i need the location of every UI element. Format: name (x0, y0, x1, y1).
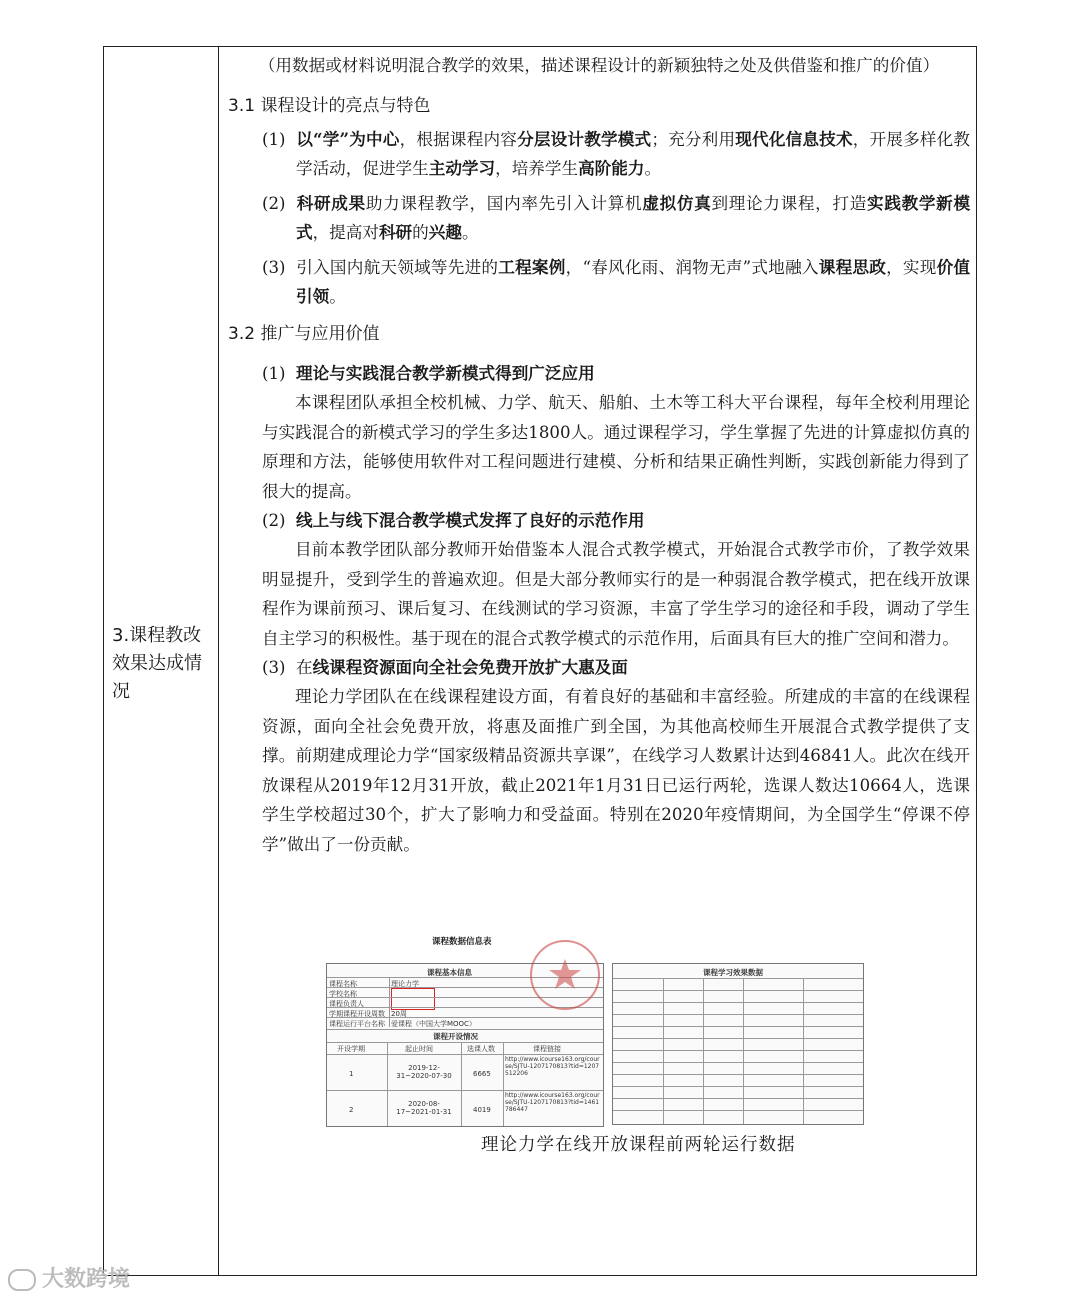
feature-item: (2) 科研成果助力课程教学，国内率先引入计算机虚拟仿真到理论力课程，打造实践教学新模式，提高对科研的兴趣。 (262, 193, 971, 242)
basic-value: 20周 (391, 1010, 407, 1018)
run-header: 课程开设情况 (433, 1032, 478, 1041)
run-col: 课程链接 (533, 1045, 561, 1053)
content-cell (228, 47, 970, 859)
value-item-title: (3) 在线课程资源面向全社会免费开放扩大惠及面 (262, 657, 628, 677)
basic-key: 课程名称 (329, 980, 357, 988)
column-divider (218, 47, 219, 1275)
learning-data-table (612, 963, 864, 1125)
basic-key: 学期课程开设周数 (329, 1010, 385, 1018)
basic-key: 学校名称 (329, 990, 357, 998)
value-item-title: (1) 理论与实践混合教学新模式得到广泛应用 (262, 363, 595, 383)
value-item-paragraph: 理论力学团队在在线课程建设方面，有着良好的基础和丰富经验。所建成的丰富的在线课程资源，面向全社会免费开放，将惠及面推广到全国，为其他高校师生开展混合式教学提供了支撑。前期建成理论力学“国家级精品资源共享课”，在线学习人数累计达到46841人。此次在线开放课程从2019年12月31开放，截止2021年1月31日已运行两轮，选课人数达10664人，选课学生学校超过30个，扩大了影响力和受益面。特别在2020年疫情期间，为全国学生“停课不停学”做出了一份贡献。 (262, 687, 970, 854)
run-time: 2019-12-31~2020-07-30 (396, 1064, 452, 1080)
intro-note: （用数据或材料说明混合教学的效果，描述课程设计的新颖独特之处及供借鉴和推广的价值） (258, 56, 940, 75)
run-time: 2020-08-17~2021-01-31 (396, 1100, 452, 1116)
watermark: 大数跨境 (8, 1262, 130, 1293)
run-link: http://www.icourse163.org/course/SJTU-1207170813?tid=1461786447 (505, 1092, 600, 1113)
figure-caption: 理论力学在线开放课程前两轮运行数据 (481, 1135, 796, 1155)
official-seal-stamp (527, 937, 603, 1013)
basic-value: 理论力学 (391, 980, 419, 988)
value-item-title: (2) 线上与线下混合教学模式发挥了良好的示范作用 (262, 510, 645, 530)
run-term: 2 (349, 1106, 354, 1114)
feature-item: (3) 引入国内航天领域等先进的工程案例，“春风化雨、润物无声”式地融入课程思政，实现价值引领。 (262, 257, 971, 306)
section-heading-3-2: 3.2 推广与应用价值 (228, 324, 380, 344)
row-label: 3.课程教改效果达成情况 (112, 625, 202, 702)
run-link: http://www.icourse163.org/course/SJTU-1207170813?tid=1207512206 (505, 1056, 600, 1077)
value-item-paragraph: 本课程团队承担全校机械、力学、航天、船舶、土木等工科大平台课程，每年全校利用理论与实践混合的新模式学习的学生多达1800人。通过课程学习，学生掌握了先进的计算虚拟仿真的原理和方法，能够使用软件对工程问题进行建模、分析和结果正确性判断，实践创新能力得到了很大的提高。 (262, 393, 970, 501)
section-heading-3-1: 3.1 课程设计的亮点与特色 (228, 96, 431, 116)
basic-key: 课程负责人 (329, 1000, 364, 1008)
run-col: 选课人数 (467, 1045, 495, 1053)
run-term: 1 (349, 1070, 354, 1078)
basic-value: 爱课程（中国大学MOOC） (391, 1020, 476, 1028)
watermark-logo-icon (8, 1269, 36, 1291)
run-num: 6665 (473, 1070, 491, 1078)
basic-key: 课程运行平台名称 (329, 1020, 385, 1028)
learning-data-header: 课程学习效果数据 (703, 968, 763, 977)
feature-item: (1) 以“学”为中心，根据课程内容分层设计教学模式；充分利用现代化信息技术，开展多样化教学活动，促进学生主动学习，培养学生高阶能力。 (262, 129, 971, 178)
value-item-paragraph: 目前本教学团队部分教师开始借鉴本人混合式教学模式，开始混合式教学市价，了教学效果明显提升，受到学生的普遍欢迎。但是大部分教师实行的是一种弱混合教学模式，把在线开放课程作为课前预习、课后复习、在线测试的学习资源，丰富了学生学习的途径和手段，调动了学生自主学习的积极性。基于现在的混合式教学模式的示范作用，后面具有巨大的推广空间和潜力。 (262, 540, 970, 648)
basic-info-header: 课程基本信息 (427, 968, 472, 977)
course-data-figure (222, 935, 867, 1127)
run-col: 开设学期 (337, 1045, 365, 1053)
run-num: 4019 (473, 1106, 491, 1114)
run-col: 起止时间 (405, 1045, 433, 1053)
figure-left-title: 课程数据信息表 (432, 937, 492, 947)
